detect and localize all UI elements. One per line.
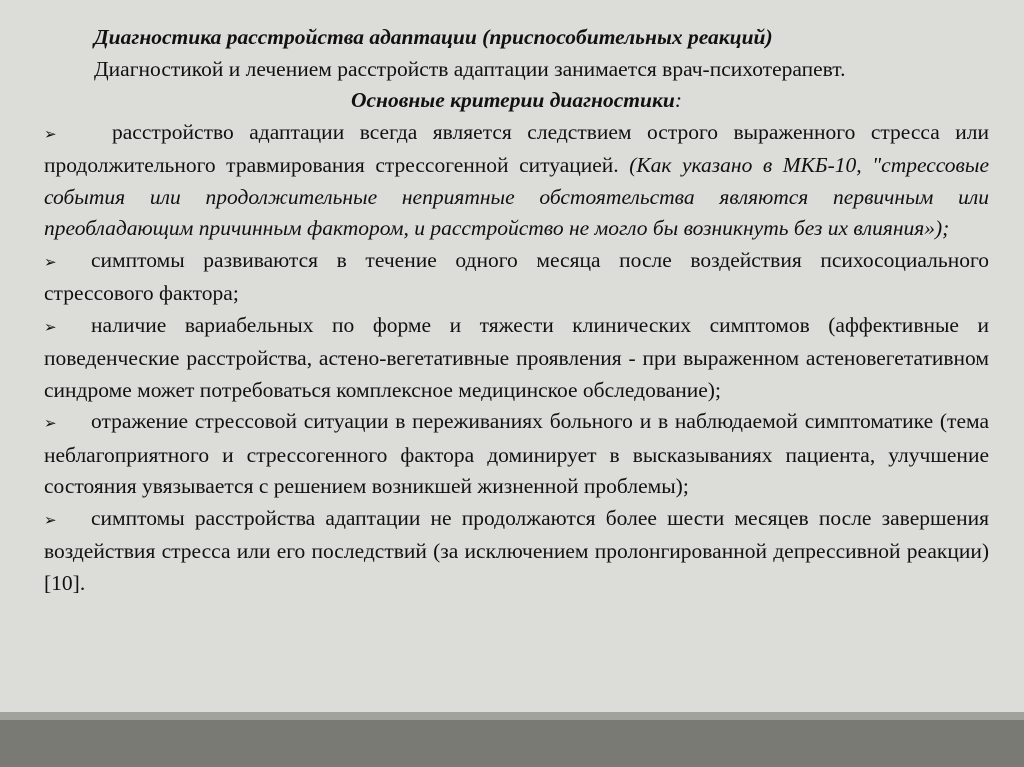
criteria-bullet-3 <box>44 310 989 407</box>
intro-paragraph: Диагностикой и лечением расстройств адаптации занимается врач-психотерапевт. <box>94 56 846 81</box>
bullet-italic-note: (Как указано в МКБ-10, "стрессовые события или продолжительные неприятные обстоятельства являются первичным или преобладающим причинным фактором, и расстройство не могло бы возникнуть без их влияния»); <box>44 153 989 240</box>
bullet-arrow-icon: ➢ <box>44 414 57 432</box>
slide-content <box>44 22 989 599</box>
bullet-text: отражение стрессовой ситуации в переживаниях больного и в наблюдаемой симптоматике (тема неблагоприятного и стрессогенного фактора доминирует в высказываниях пациента, улучшение состояния увязывается с решением возникшей жизненной проблемы); <box>44 409 989 498</box>
footer-band-dark <box>0 720 1024 767</box>
bullet-arrow-icon: ➢ <box>44 317 57 336</box>
bullet-arrow-icon: ➢ <box>44 124 57 143</box>
criteria-heading <box>44 85 989 117</box>
bullet-text: симптомы развиваются в течение одного месяца после воздействия психосоциального стрессового фактора; <box>44 247 989 305</box>
bullet-arrow-icon: ➢ <box>44 252 57 271</box>
bullet-arrow-icon: ➢ <box>44 510 57 529</box>
criteria-bullet-4 <box>44 406 989 503</box>
bullet-text: симптомы расстройства адаптации не продолжаются более шести месяцев после завершения воздействия стресса или его последствий (за исключением пролонгированной депрессивной реакции) [10]. <box>44 505 989 595</box>
criteria-heading-text: Основные критерии диагностики <box>350 88 675 112</box>
footer-band-light <box>0 712 1024 720</box>
criteria-bullet-1 <box>44 117 989 245</box>
criteria-bullet-5 <box>44 503 989 600</box>
criteria-bullet-2 <box>44 245 989 310</box>
bullet-text: наличие вариабельных по форме и тяжести клинических симптомов (аффективные и поведенческие расстройства, астено-вегетативные проявления - при выраженном астеновегетативном синдроме может потребоваться комплексное медицинское обследование); <box>44 312 989 402</box>
bullet-text: расстройство адаптации всегда является следствием острого выраженного стресса или продолжительного травмирования стрессогенной ситуацией. <box>44 119 989 177</box>
criteria-heading-suffix: : <box>674 88 682 112</box>
slide-title: Диагностика расстройства адаптации (приспособительных реакций) <box>94 25 773 49</box>
